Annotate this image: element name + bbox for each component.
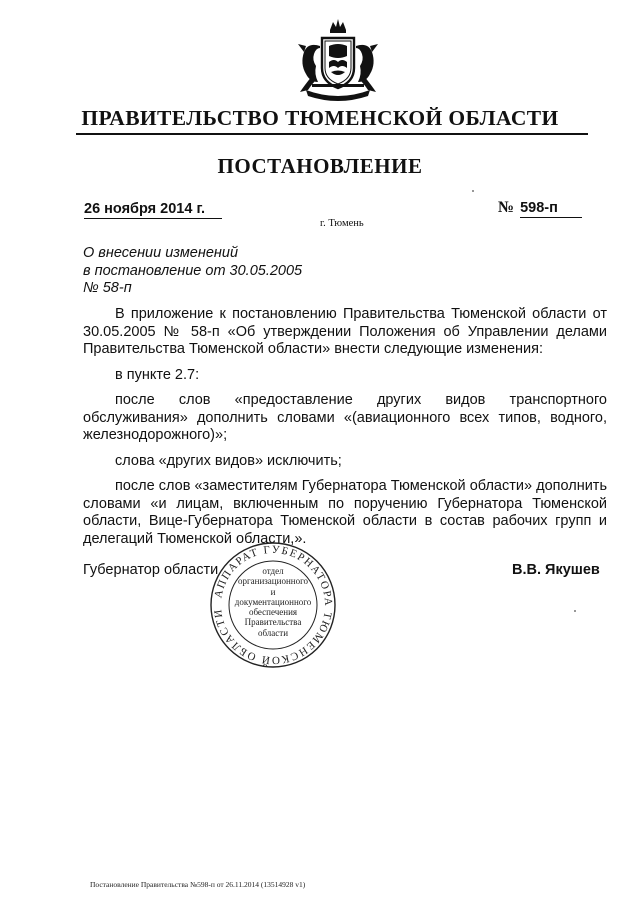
change-paragraph-3: после слов «заместителям Губернатора Тюменской области» дополнить словами «и лицам, включенным по поручению Губернатора Тюменской области, Вице-Губернатора Тюменской области в состав рабочих групп и делегаций Тюменской области,».: [83, 478, 607, 547]
stamp-ring-text: АППАРАТ ГУБЕРНАТОРА ТЮМЕНСКОЙ ОБЛАСТИ: [211, 543, 335, 667]
number-sign: №: [498, 199, 515, 216]
document-number: [498, 199, 582, 218]
scan-speck: [472, 190, 474, 192]
document-city: г. Тюмень: [320, 218, 364, 229]
change-paragraph-2: слова «других видов» исключить;: [115, 452, 342, 469]
subject-line: О внесении изменений: [83, 245, 239, 261]
government-title: ПРАВИТЕЛЬСТВО ТЮМЕНСКОЙ ОБЛАСТИ: [81, 106, 559, 130]
scan-speck: [574, 610, 576, 612]
change-paragraph-1: после слов «предоставление других видов транспортного обслуживания» дополнить словами «(авиационного всех типов, водного, железнодорожного)»;: [83, 392, 607, 443]
document-footer: Постановление Правительства №598-п от 26.11.2014 (13514928 v1): [90, 880, 306, 889]
stamp-line: Правительства: [244, 617, 302, 628]
subject-line: № 58-п: [83, 280, 132, 296]
stamp-line: обеспечения: [248, 607, 298, 618]
signatory-name: В.В. Якушев: [512, 562, 600, 578]
document-subject: [83, 245, 302, 298]
stamp-center-text: [229, 566, 317, 638]
intro-paragraph: В приложение к постановлению Правительства Тюменской области от 30.05.2005 № 58-п «Об утверждении Положения об Управлении делами Правительства Тюменской области» внести следующие изменения:: [83, 306, 607, 357]
stamp-line: отдел: [262, 566, 284, 576]
stamp-line: и: [270, 586, 276, 597]
header-divider: [76, 133, 588, 135]
document-date: 26 ноября 2014 г.: [84, 201, 222, 219]
stamp-line: документационного: [234, 596, 312, 607]
item-label: в пункте 2.7:: [115, 366, 200, 383]
stamp-line: организационного: [237, 576, 309, 587]
coat-of-arms-icon: [292, 16, 384, 104]
document-type: ПОСТАНОВЛЕНИЕ: [217, 154, 423, 178]
subject-line: в постановление от 30.05.2005: [83, 262, 303, 279]
signatory-position: Губернатор области: [83, 562, 219, 578]
number-value: 598-п: [520, 200, 582, 218]
stamp-line: области: [257, 627, 289, 638]
document-body: [83, 306, 607, 556]
